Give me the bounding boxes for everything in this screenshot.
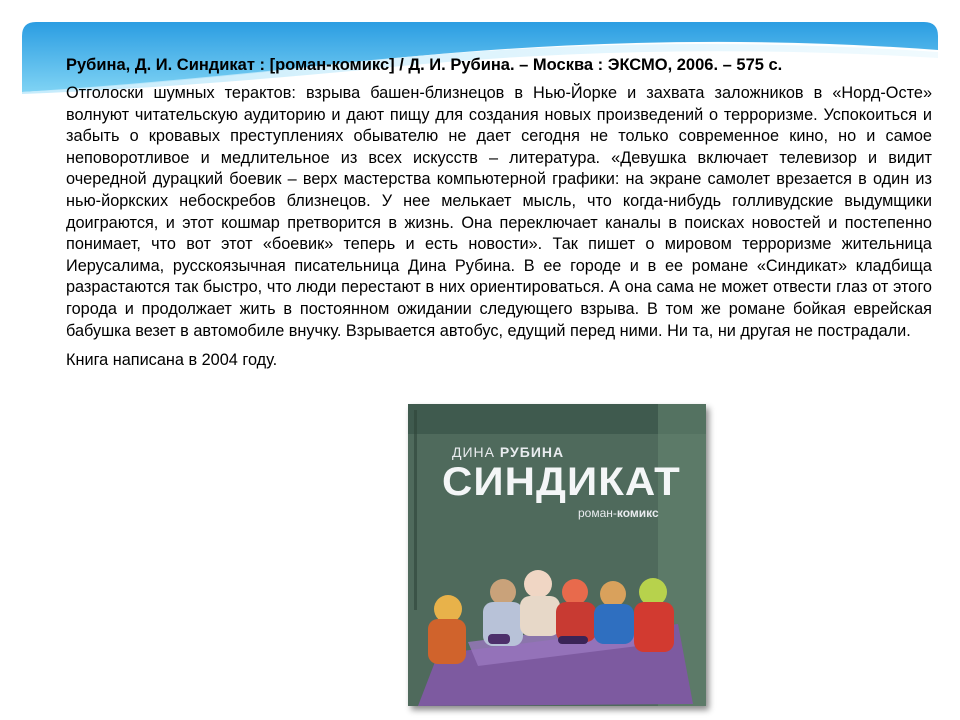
cover-subtitle	[578, 506, 659, 520]
cover-author	[452, 444, 564, 460]
cover-author-first: ДИНА	[452, 444, 495, 460]
book-cover-image	[408, 404, 706, 706]
citation-heading: Рубина, Д. И. Синдикат : [роман-комикс] / Д. И. Рубина. – Москва : ЭКСМО, 2006. – 575 с.	[66, 56, 783, 74]
description-paragraph: Отголоски шумных терактов: взрыва башен-близнецов в Нью-Йорке и захвата заложников в «Норд-Осте» волнуют читательскую аудиторию и дают пищу для создания новых произведений о терроризме. Успокоиться и забыть о кровавых преступлениях обывателю не дает сегодня не только современное кино, но и самое неповоротливое и медлительное из всех искусств – литература. «Девушка включает телевизор и видит очередной дурацкий боевик – верх мастерства компьютерной графики: на экране самолет врезается в один из нью-йоркских небоскребов близнецов. У нее мелькает мысль, что когда-нибудь голливудские выдумщики доиграются, и этот кошмар претворится в жизнь. Она переключает каналы в поисках новостей и постепенно понимает, что вот этот «боевик» теперь и есть новости». Так пишет о мировом терроризме жительница Иерусалима, русскоязычная писательница Дина Рубина. В ее городе и в ее романе «Синдикат» кладбища разрастаются так быстро, что люди перестают в них ориентироваться. А она сама не может отвести глаз от этого города и продолжает жить в постоянном ожидании следующего взрыва. В том же романе бойкая еврейская бабушка везет в автомобиле внучку. Взрывается автобус, едущий перед ними. Ни та, ни другая не пострадали.	[66, 84, 932, 340]
slide-content	[66, 54, 932, 372]
cover-title: СИНДИКАТ	[442, 460, 681, 504]
written-year-note: Книга написана в 2004 году.	[66, 351, 278, 370]
cover-subtitle-a: роман-	[578, 506, 617, 520]
cover-subtitle-b: комикс	[616, 506, 659, 520]
cover-author-last: РУБИНА	[499, 444, 565, 460]
